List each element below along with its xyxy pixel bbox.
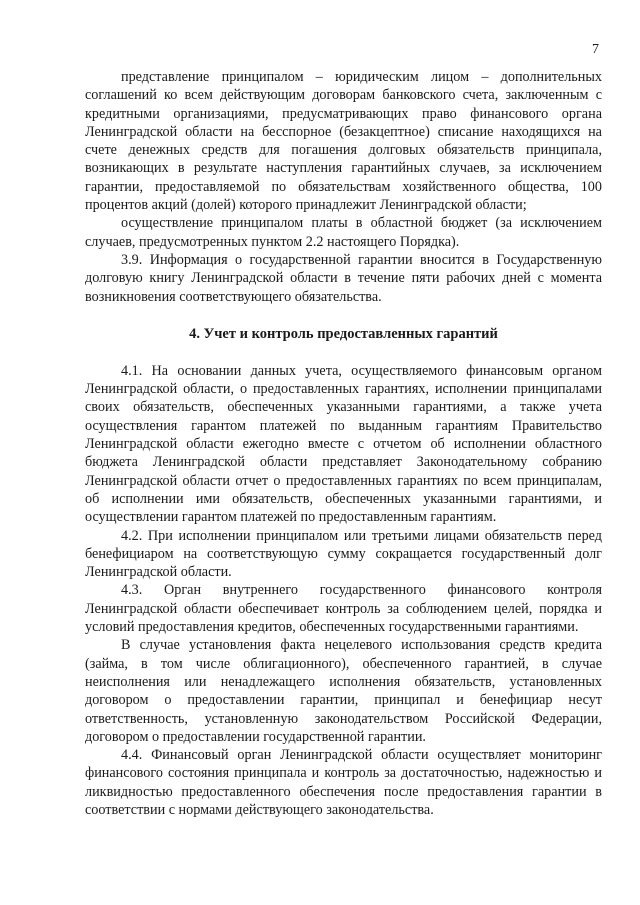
- paragraph-4-4: 4.4. Финансовый орган Ленинградской области осуществляет мониторинг финансового состояния принципала и контроль за достаточностью, надежностью и ликвидностью предоставленного обеспечения после предоставления гарантии в соответствии с нормами действующего законодательства.: [85, 747, 602, 818]
- paragraph-4-3: 4.3. Орган внутреннего государственного финансового контроля Ленинградской области обеспечивает контроль за соблюдением целей, порядка и условий предоставления кредитов, обеспеченных государственными гарантиями.: [85, 582, 602, 636]
- page-number: 7: [592, 42, 599, 57]
- paragraph-top-1: представление принципалом – юридическим лицом – дополнительных соглашений ко всем действующим договорам банковского счета, заключенным с кредитными организациями, предусматривающих право финансового органа Ленинградской области на бесспорное (безакцептное) списание находящихся на счете денежных средств для погашения долговых обязательств принципала, возникающих в результате наступления гарантийных случаев, за исключением гарантии, предоставляемой по обязательствам хозяйственного общества, 100 процентов акций (долей) которого принадлежит Ленинградской области;: [85, 69, 602, 214]
- section-heading: 4. Учет и контроль предоставленных гарантий: [189, 325, 498, 342]
- paragraph-4-2: 4.2. При исполнении принципалом или третьими лицами обязательств перед бенефициаром на соответствующую сумму сокращается государственный долг Ленинградской области.: [85, 527, 602, 581]
- paragraph-4-1: 4.1. На основании данных учета, осуществляемого финансовым органом Ленинградской области, о предоставленных гарантиях, исполнении принципалами своих обязательств, обеспеченных указанными гарантиями, а также учета осуществления гарантом платежей по выданным гарантиям Правительство Ленинградской области ежегодно вместе с отчетом об исполнении областного бюджета Ленинградской области представляет Законодательному собранию Ленинградской области отчет о предоставленных гарантиях по всем принципалам, об исполнении ими обязательств, обеспеченных указанными гарантиями, и осуществлении гарантом платежей по предоставленным гарантиям.: [85, 362, 602, 526]
- paragraph-3-9: 3.9. Информация о государственной гарантии вносится в Государственную долговую книгу Ленинградской области в течение пяти рабочих дней с момента возникновения соответствующего обязательства.: [85, 251, 602, 305]
- paragraph-top-2: осуществление принципалом платы в областной бюджет (за исключением случаев, предусмотренных пунктом 2.2 настоящего Порядка).: [85, 215, 602, 250]
- paragraph-4-3-liability: В случае установления факта нецелевого использования средств кредита (займа, в том числе облигационного), обеспеченного гарантией, в случае неисполнения или ненадлежащего исполнения обязательств, установленных договором о предоставлении гарантии, принципал и бенефициар несут ответственность, установленную законодательством Российской Федерации, договором о предоставлении государственной гарантии.: [85, 637, 602, 745]
- document-body: [85, 68, 602, 819]
